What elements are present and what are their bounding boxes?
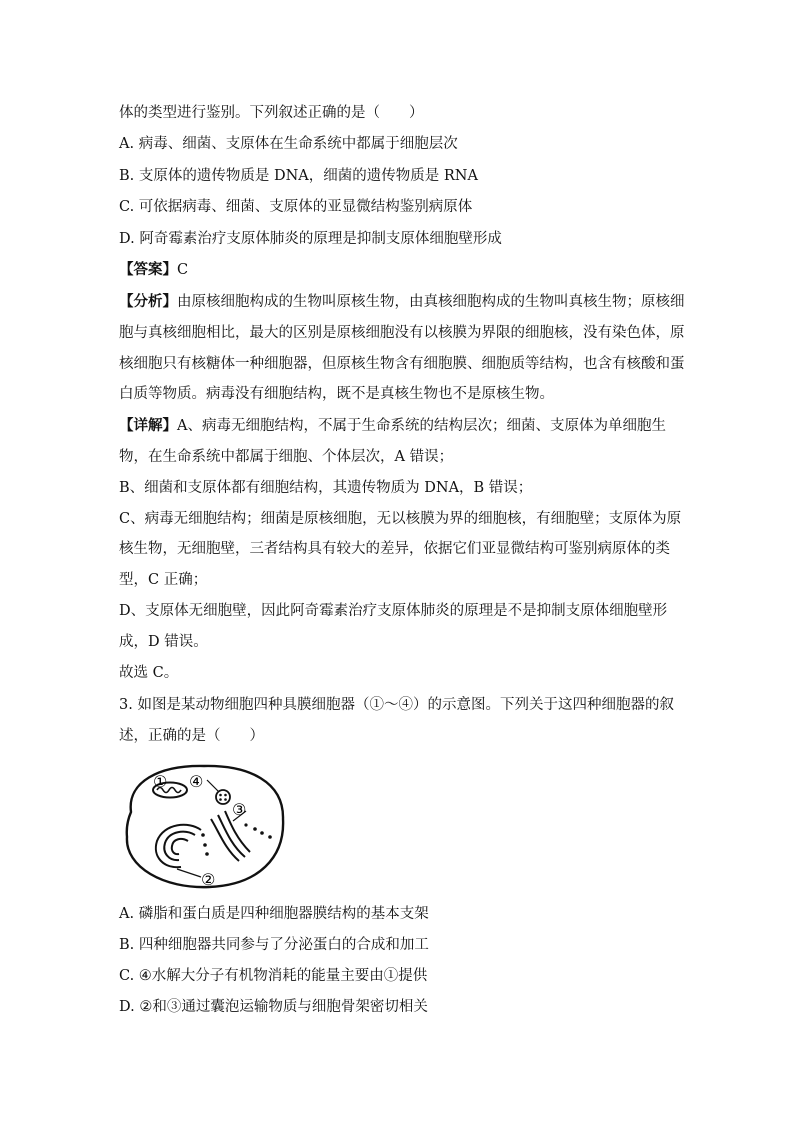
golgi-icon — [156, 825, 201, 877]
q2-detail-line-6: 型，C 正确； — [119, 572, 208, 588]
q2-detail-line-8: 成，D 错误。 — [119, 634, 208, 650]
analysis-text: 由原核细胞构成的生物叫原核生物，由真核细胞构成的生物叫真核生物；原核细 — [177, 294, 685, 310]
label-4: ④ — [189, 772, 204, 791]
q3-stem-line-2: 述，正确的是（ ） — [119, 728, 264, 744]
q2-detail-line-3: B、细菌和支原体都有细胞结构，其遗传物质为 DNA，B 错误； — [119, 480, 533, 496]
q2-analysis-line-2: 胞与真核细胞相比，最大的区别是原核细胞没有以核膜为界限的细胞核，没有染色体，原 — [119, 325, 685, 341]
analysis-tag: 【分析】 — [119, 293, 177, 310]
q3-option-a: A. 磷脂和蛋白质是四种细胞器膜结构的基本支架 — [119, 906, 429, 922]
q2-analysis-line-4: 白质等物质。病毒没有细胞结构，既不是真核生物也不是原核生物。 — [119, 386, 554, 402]
q2-option-a: A. 病毒、细菌、支原体在生命系统中都属于细胞层次 — [119, 136, 458, 152]
q2-detail-line-1 — [119, 416, 666, 436]
label-3: ③ — [232, 800, 247, 819]
detail-tag: 【详解】 — [119, 417, 177, 434]
label-2: ② — [201, 870, 216, 889]
q2-stem-tail: 体的类型进行鉴别。下列叙述正确的是（ ） — [119, 105, 424, 121]
q2-option-b: B. 支原体的遗传物质是 DNA，细菌的遗传物质是 RNA — [119, 168, 478, 184]
q2-answer-line — [119, 260, 188, 280]
q2-option-c: C. 可依据病毒、细菌、支原体的亚显微结构鉴别病原体 — [119, 199, 473, 215]
q2-option-d: D. 阿奇霉素治疗支原体肺炎的原理是抑制支原体细胞壁形成 — [119, 231, 502, 247]
answer-value: C — [177, 262, 189, 278]
q2-detail-line-7: D、支原体无细胞壁，因此阿奇霉素治疗支原体肺炎的原理是不是抑制支原体细胞壁形 — [119, 603, 668, 619]
q3-stem-line-1: 3. 如图是某动物细胞四种具膜细胞器（①～④）的示意图。下列关于这四种细胞器的叙 — [119, 697, 674, 713]
detail-text: A、病毒无细胞结构，不属于生命系统的结构层次；细菌、支原体为单细胞生 — [177, 418, 666, 434]
cell-membrane — [127, 766, 283, 887]
q2-detail-line-2: 物，在生命系统中都属于细胞、个体层次，A 错误； — [119, 449, 454, 465]
answer-tag: 【答案】 — [119, 261, 177, 278]
q3-option-b: B. 四种细胞器共同参与了分泌蛋白的合成和加工 — [119, 937, 429, 953]
q2-detail-line-4: C、病毒无细胞结构；细菌是原核细胞，无以核膜为界的细胞核，有细胞壁；支原体为原 — [119, 511, 682, 527]
q2-analysis-line-1 — [119, 292, 685, 312]
q3-option-c: C. ④水解大分子有机物消耗的能量主要由①提供 — [119, 968, 428, 984]
q2-conclusion: 故选 C。 — [119, 665, 179, 681]
lysosome-icon — [207, 780, 230, 804]
vesicle-dots — [201, 823, 272, 855]
organelle-diagram — [119, 757, 289, 895]
q2-analysis-line-3: 核细胞只有核糖体一种细胞器，但原核生物含有细胞膜、细胞质等结构，也含有核酸和蛋 — [119, 356, 685, 372]
label-1: ① — [153, 772, 168, 791]
q2-detail-line-5: 核生物，无细胞壁，三者结构具有较大的差异，依据它们亚显微结构可鉴别病原体的类 — [119, 541, 670, 557]
q3-option-d: D. ②和③通过囊泡运输物质与细胞骨架密切相关 — [119, 999, 428, 1015]
